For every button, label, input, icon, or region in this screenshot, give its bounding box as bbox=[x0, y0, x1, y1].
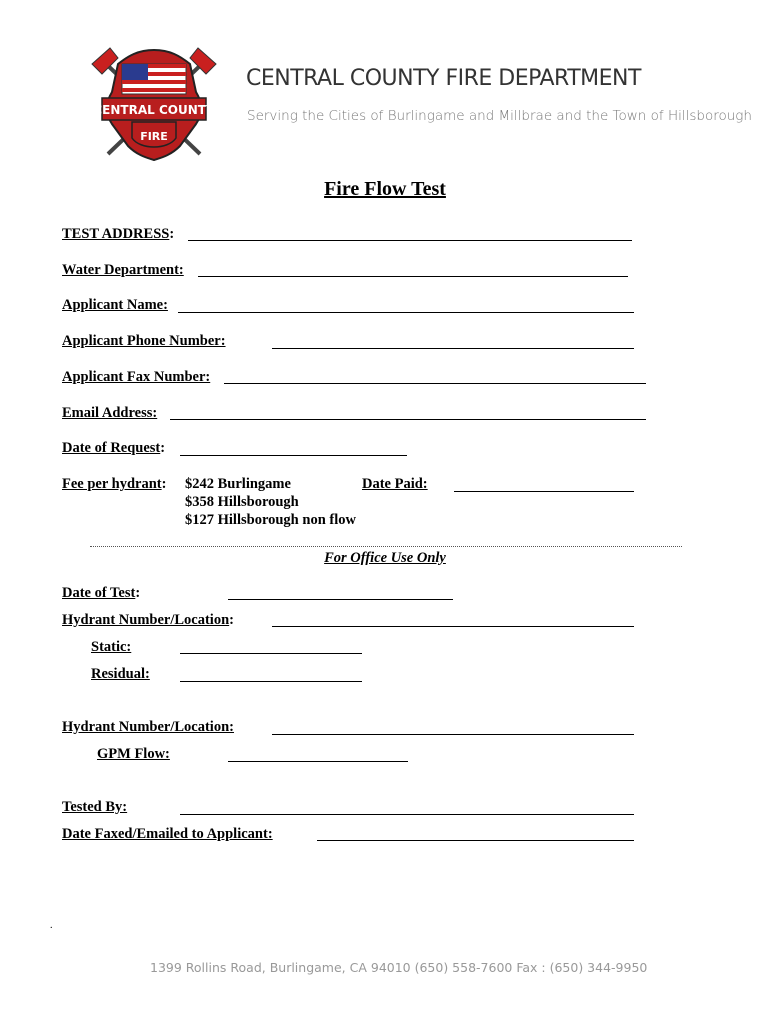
logo-bottom-text: FIRE bbox=[140, 130, 168, 143]
water-department-field[interactable] bbox=[198, 276, 628, 277]
applicant-phone-label: Applicant Phone Number: bbox=[62, 333, 226, 349]
applicant-name-field[interactable] bbox=[178, 312, 634, 313]
applicant-phone-field[interactable] bbox=[272, 348, 634, 349]
residual-field[interactable] bbox=[180, 681, 362, 682]
date-of-request-field[interactable] bbox=[180, 455, 407, 456]
department-logo bbox=[88, 42, 220, 162]
tested-by-label: Tested By: bbox=[62, 799, 128, 815]
gpm-flow-field[interactable] bbox=[228, 761, 408, 762]
date-paid-label: Date Paid: bbox=[362, 476, 428, 492]
hydrant-location-2-field[interactable] bbox=[272, 734, 634, 735]
applicant-name-label: Applicant Name: bbox=[62, 297, 168, 313]
date-of-test-field[interactable] bbox=[228, 599, 453, 600]
email-label: Email Address: bbox=[62, 405, 158, 421]
section-divider bbox=[90, 546, 682, 547]
residual-label: Residual: bbox=[91, 666, 150, 682]
static-field[interactable] bbox=[180, 653, 362, 654]
applicant-fax-label: Applicant Fax Number: bbox=[62, 369, 211, 385]
tested-by-field[interactable] bbox=[180, 814, 634, 815]
gpm-flow-label: GPM Flow: bbox=[97, 746, 170, 762]
static-label: Static: bbox=[91, 639, 132, 655]
fee-burlingame: $242 Burlingame bbox=[185, 476, 291, 492]
applicant-fax-field[interactable] bbox=[224, 383, 646, 384]
test-address-label: TEST ADDRESS: bbox=[62, 226, 175, 242]
form-title: Fire Flow Test bbox=[324, 178, 446, 200]
footer-contact: 1399 Rollins Road, Burlingame, CA 94010 (650) 558-7600 Fax : (650) 344-9950 bbox=[150, 960, 648, 975]
test-address-field[interactable] bbox=[188, 240, 632, 241]
hydrant-location-2-label: Hydrant Number/Location: bbox=[62, 719, 234, 735]
office-use-heading: For Office Use Only bbox=[324, 550, 446, 566]
fee-hillsborough: $358 Hillsborough bbox=[185, 494, 299, 510]
date-faxed-label: Date Faxed/Emailed to Applicant: bbox=[62, 826, 273, 842]
date-of-request-label: Date of Request: bbox=[62, 440, 166, 456]
date-faxed-field[interactable] bbox=[317, 840, 634, 841]
email-field[interactable] bbox=[170, 419, 646, 420]
fee-per-hydrant-label: Fee per hydrant: bbox=[62, 476, 167, 492]
stray-mark: . bbox=[50, 920, 53, 931]
hydrant-location-1-label: Hydrant Number/Location: bbox=[62, 612, 234, 628]
fee-hillsborough-non-flow: $127 Hillsborough non flow bbox=[185, 512, 356, 528]
water-department-label: Water Department: bbox=[62, 262, 184, 278]
department-subtitle: Serving the Cities of Burlingame and Millbrae and the Town of Hillsborough bbox=[247, 108, 752, 124]
fire-badge-icon bbox=[88, 42, 220, 162]
department-name: CENTRAL COUNTY FIRE DEPARTMENT bbox=[246, 66, 641, 91]
hydrant-location-1-field[interactable] bbox=[272, 626, 634, 627]
logo-top-text: CENTRAL COUNTY bbox=[93, 103, 215, 117]
date-paid-field[interactable] bbox=[454, 491, 634, 492]
date-of-test-label: Date of Test: bbox=[62, 585, 141, 601]
